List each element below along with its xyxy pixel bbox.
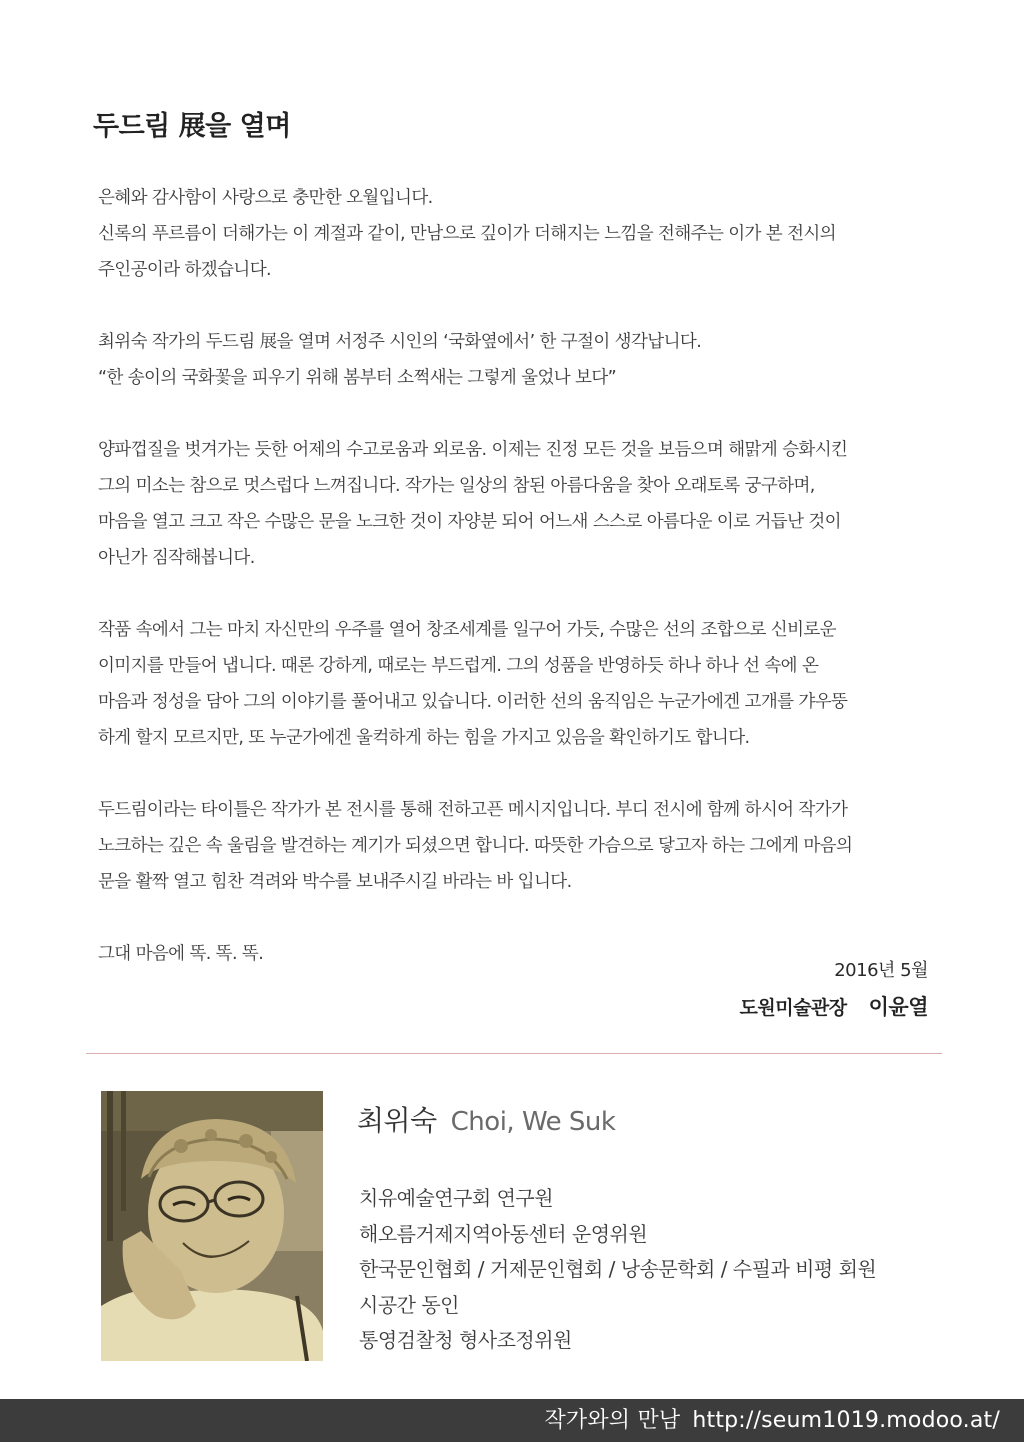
paragraph-line: 양파껍질을 벗겨가는 듯한 어제의 수고로움과 외로움. 이제는 진정 모든 것을 보듬으며 해맑게 승화시킨 (98, 440, 848, 460)
artist-portrait-illustration (101, 1091, 323, 1361)
paragraph (98, 792, 958, 900)
paragraph-line: 마음을 열고 크고 작은 수많은 문을 노크한 것이 자양분 되어 어느새 스스로 아름다운 이로 거듭난 것이 (98, 512, 841, 532)
footer-text (544, 1403, 1000, 1434)
paragraph-line: 노크하는 깊은 속 울림을 발견하는 계기가 되셨으면 합니다. 따뜻한 가슴으로 닿고자 하는 그에게 마음의 (98, 836, 853, 856)
paragraph-line: 그의 미소는 참으로 멋스럽다 느껴집니다. 작가는 일상의 참된 아름다움을 찾아 오래토록 궁구하며, (98, 476, 815, 496)
signature-date: 2016년 5월 (834, 960, 928, 981)
paragraph (98, 180, 958, 288)
signature (740, 991, 928, 1021)
artist-name-english: Choi, We Suk (450, 1107, 616, 1137)
paragraph-line: “한 송이의 국화꽃을 피우기 위해 봄부터 소쩍새는 그렇게 울었나 보다” (98, 368, 617, 388)
page-title: 두드림 展을 열며 (93, 111, 291, 142)
paragraph-line: 최위숙 작가의 두드림 展을 열며 서정주 시인의 ‘국화옆에서’ 한 구절이 생각납니다. (98, 332, 702, 352)
paragraph-line: 마음과 정성을 담아 그의 이야기를 풀어내고 있습니다. 이러한 선의 움직임은 누군가에겐 고개를 갸우뚱 (98, 692, 848, 712)
footer-bar (0, 1399, 1024, 1442)
career-item: 치유예술연구회 연구원 (359, 1186, 554, 1210)
career-item: 해오름거제지역아동센터 운영위원 (359, 1221, 648, 1246)
paragraph-line: 은혜와 감사함이 사랑으로 충만한 오월입니다. (98, 188, 433, 208)
paragraph-line: 아닌가 짐작해봅니다. (98, 548, 255, 568)
paragraph-line: 하게 할지 모르지만, 또 누군가에겐 울컥하게 하는 힘을 가지고 있음을 확인하기도 합니다. (98, 728, 750, 748)
career-item: 한국문인협회 / 거제문인협회 / 낭송문학회 / 수필과 비평 회원 (359, 1257, 877, 1281)
section-divider (86, 1053, 942, 1054)
paragraph (98, 936, 958, 972)
artist-name-korean: 최위숙 (357, 1104, 437, 1137)
career-item: 시공간 동인 (359, 1292, 459, 1317)
signature-position: 도원미술관장 (739, 997, 847, 1019)
paragraph-line: 그대 마음에 똑. 똑. 똑. (98, 944, 264, 964)
footer-url-link[interactable]: http://seum1019.modoo.at/ (692, 1408, 1000, 1433)
paragraph (98, 612, 958, 756)
paragraph (98, 432, 958, 576)
signature-name: 이윤열 (868, 995, 928, 1019)
preface-body (98, 180, 958, 972)
paragraph-line: 이미지를 만들어 냅니다. 때론 강하게, 때로는 부드럽게. 그의 성품을 반영하듯 하나 하나 선 속에 온 (98, 656, 819, 676)
paragraph-line: 두드림이라는 타이틀은 작가가 본 전시를 통해 전하고픈 메시지입니다. 부디 전시에 함께 하시어 작가가 (98, 800, 848, 820)
career-item: 통영검찰청 형사조정위원 (359, 1328, 572, 1352)
paragraph-line: 문을 활짝 열고 힘찬 격려와 박수를 보내주시길 바라는 바 입니다. (98, 872, 572, 892)
footer-label: 작가와의 만남 (544, 1408, 681, 1433)
paragraph-line: 신록의 푸르름이 더해가는 이 계절과 같이, 만남으로 깊이가 더해지는 느낌을 전해주는 이가 본 전시의 (98, 224, 836, 244)
paragraph-line: 주인공이라 하겠습니다. (98, 260, 271, 280)
paragraph (98, 324, 958, 396)
artist-career-list (359, 1181, 876, 1359)
paragraph-line: 작품 속에서 그는 마치 자신만의 우주를 열어 창조세계를 일구어 가듯, 수많은 선의 조합으로 신비로운 (98, 620, 836, 640)
artist-name (357, 1099, 615, 1139)
artist-photo (101, 1091, 323, 1361)
